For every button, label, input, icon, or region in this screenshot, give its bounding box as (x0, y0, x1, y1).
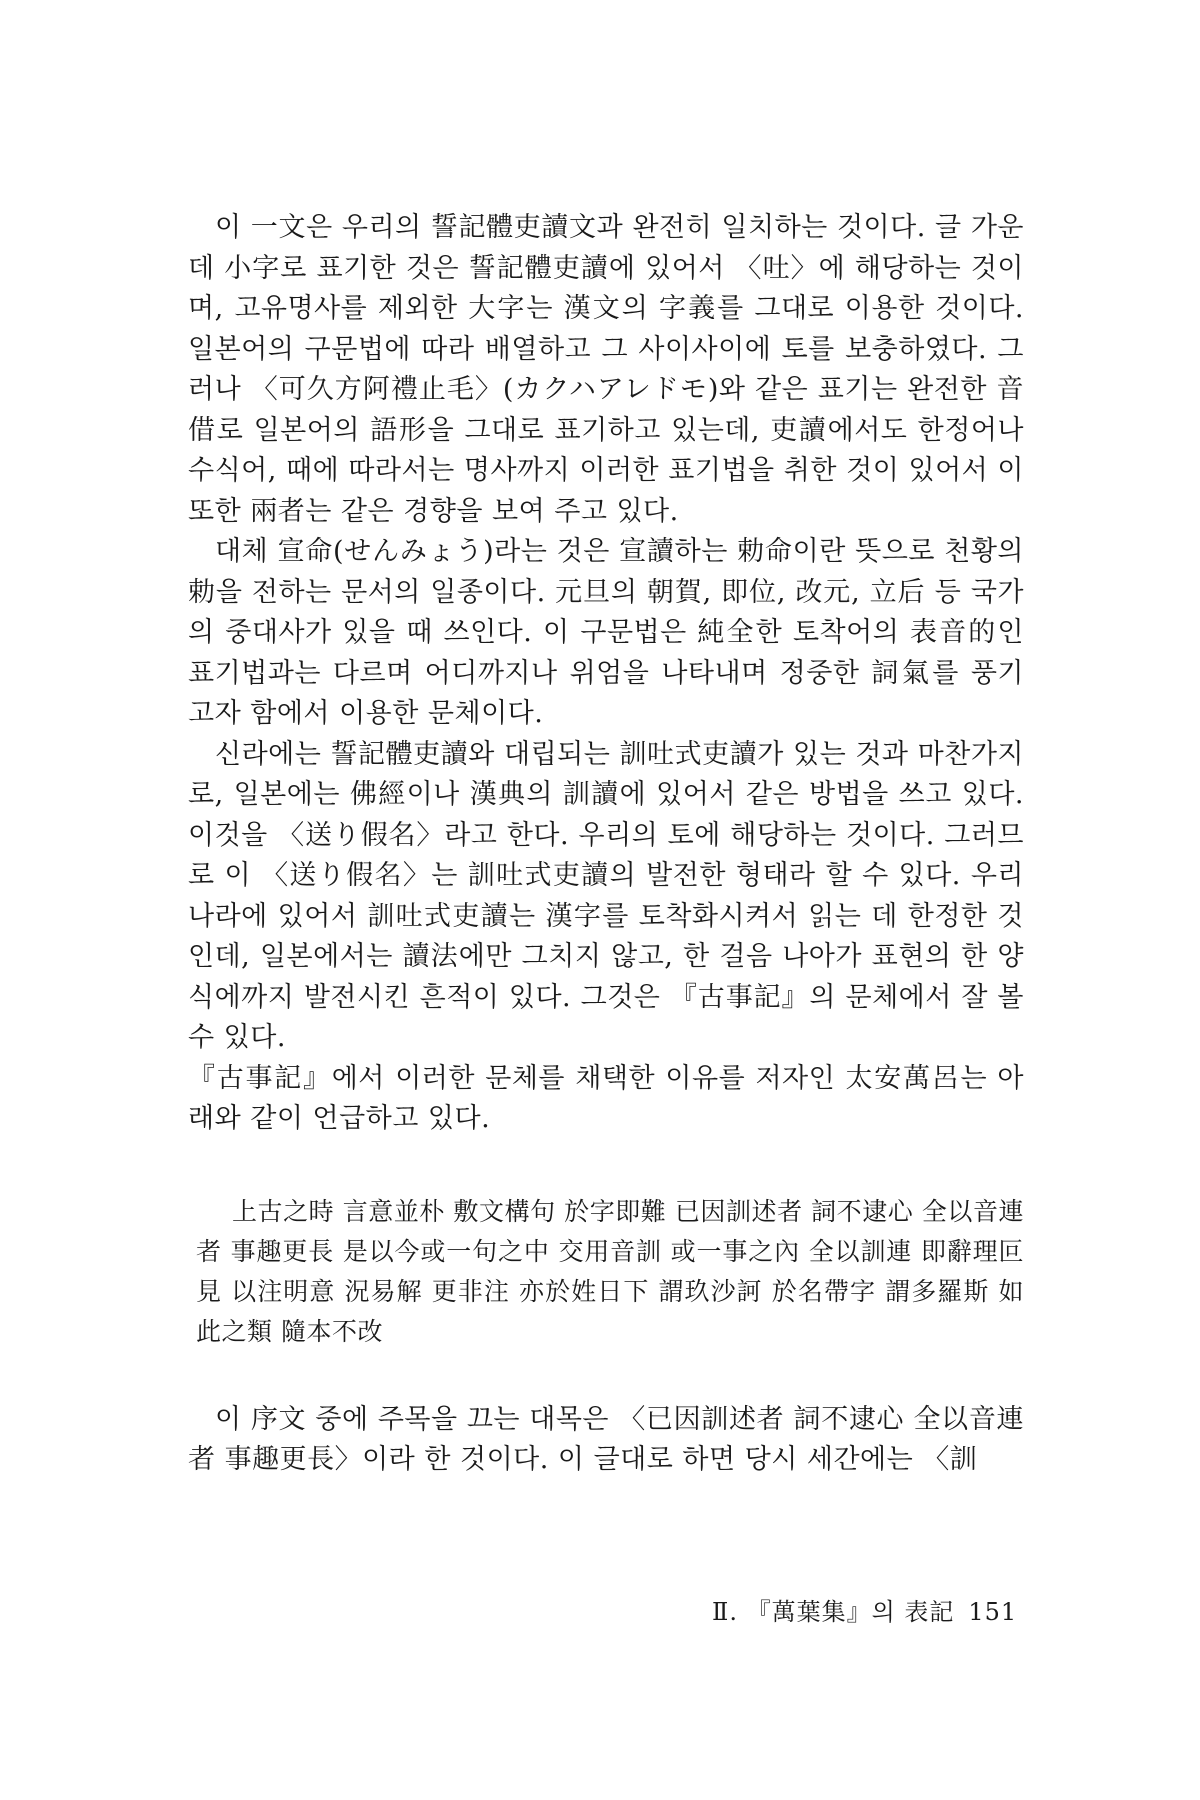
running-head: Ⅱ. 『萬葉集』의 表記 (712, 1598, 955, 1626)
paragraph-1: 이 一文은 우리의 誓記體吏讀文과 완전히 일치하는 것이다. 글 가운데 小字로 표기한 것은 誓記體吏讀에 있어서 〈吐〉에 해당하는 것이며, 고유명사를 제외한 大字는 漢文의 字義를 그대로 이용한 것이다. 일본어의 구문법에 따라 배열하고 그 사이사이에 토를 보충하였다. 그러나 〈可久方阿禮止毛〉(カクハアレドモ)와 같은 표기는 완전한 音借로 일본어의 語形을 그대로 표기하고 있는데, 吏讀에서도 한정어나 수식어, 때에 따라서는 명사까지 이러한 표기법을 취한 것이 있어서 이 또한 兩者는 같은 경향을 보여 주고 있다. (188, 212, 1024, 527)
paragraph-2: 대체 宣命(せんみょう)라는 것은 宣讀하는 勅命이란 뜻으로 천황의 勅을 전하는 문서의 일종이다. 元旦의 朝賀, 即位, 改元, 立后 등 국가의 중대사가 있을 때 쓰인다. 이 구문법은 純全한 토착어의 表音的인 표기법과는 다르며 어디까지나 위엄을 나타내며 정중한 詞氣를 풍기고자 함에서 이용한 문체이다. (188, 536, 1024, 729)
page-body (188, 208, 1024, 1481)
closing-paragraph: 이 序文 중에 주목을 끄는 대목은 〈已因訓述者 詞不逮心 全以音連者 事趣更長〉이라 한 것이다. 이 글대로 하면 당시 세간에는 〈訓 (188, 1403, 1024, 1475)
paragraph-4: 『古事記』에서 이러한 문체를 채택한 이유를 저자인 太安萬呂는 아래와 같이 언급하고 있다. (188, 1062, 1024, 1134)
block-quote: 上古之時 言意並朴 敷文構句 於字即難 已因訓述者 詞不逮心 全以音連者 事趣更長 是以今或一句之中 交用音訓 或一事之內 全以訓連 即辭理叵見 以注明意 況易解 更非注 亦於姓日下 謂玖沙訶 於名帶字 謂多羅斯 如此之類 隨本不改 (196, 1196, 1024, 1346)
page-footer (712, 1596, 1022, 1628)
paragraph-3: 신라에는 誓記體吏讀와 대립되는 訓吐式吏讀가 있는 것과 마찬가지로, 일본에는 佛經이나 漢典의 訓讀에 있어서 같은 방법을 쓰고 있다. 이것을 〈送り假名〉라고 한다. 우리의 토에 해당하는 것이다. 그러므로 이 〈送り假名〉는 訓吐式吏讀의 발전한 형태라 할 수 있다. 우리나라에 있어서 訓吐式吏讀는 漢字를 토착화시켜서 읽는 데 한정한 것인데, 일본에서는 讀法에만 그치지 않고, 한 걸음 나아가 표현의 한 양식에까지 발전시킨 흔적이 있다. 그것은 『古事記』의 문체에서 잘 볼 수 있다. (188, 738, 1024, 1053)
page-number: 151 (968, 1598, 1018, 1626)
